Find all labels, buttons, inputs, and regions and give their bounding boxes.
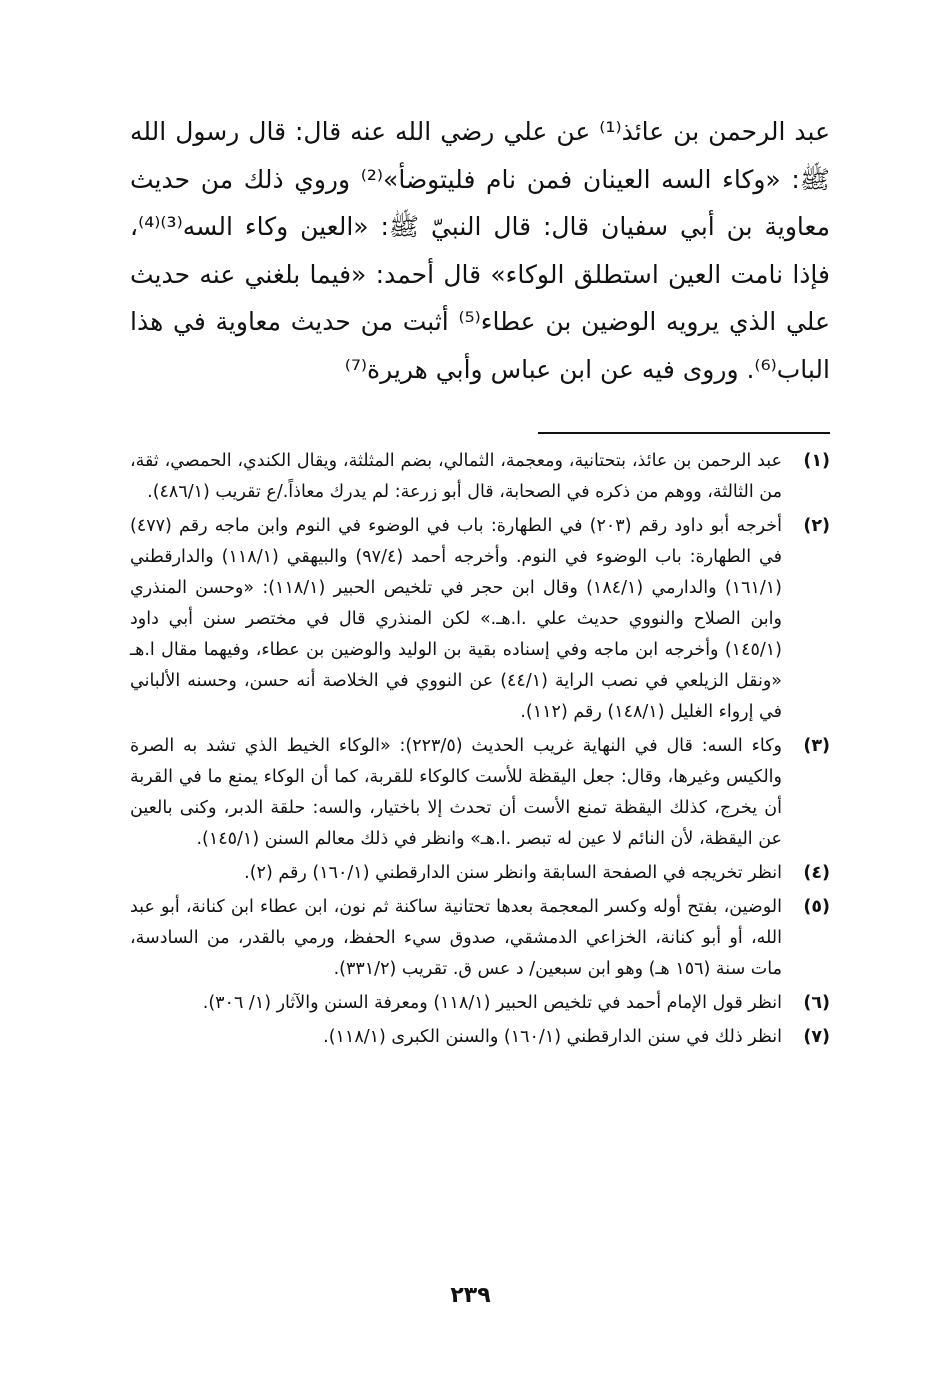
footnote-number: (١) xyxy=(803,451,830,471)
footnote-divider xyxy=(538,432,830,434)
footnote-text: انظر قول الإمام أحمد في تلخيص الحبير (١١٨/١) ومعرفة السنن والآثار (١/ ٣٠٦). xyxy=(202,993,782,1013)
footnote-number: (٥) xyxy=(803,897,830,917)
footnote-number: (٦) xyxy=(803,993,830,1013)
footnote-item xyxy=(130,731,830,855)
footnote-item xyxy=(130,892,830,985)
footnote-item xyxy=(130,1022,830,1053)
footnote-text: أخرجه أبو داود رقم (٢٠٣) في الطهارة: باب في الوضوء في النوم وابن ماجه رقم (٤٧٧) في الطهارة: باب الوضوء في النوم. وأخرجه أحمد (٩٧/٤) والبيهقي (١١٨/١) والدارقطني (١٦١/١) والدارمي (١٨٤/١) وقال ابن حجر في تلخيص الحبير (١١٨/١): «وحسن المنذري وابن الصلاح والنووي حديث علي .ا.هـ.» لكن المنذري قال في مختصر سنن أبي داود (١٤٥/١) وأخرجه ابن ماجه وفي إسناده بقية بن الوليد والوضين بن عطاء، وفيهما مقال ا.هـ «ونقل الزيلعي في نصب الراية (٤٤/١) عن النووي في الخلاصة أنه حسن، وحسنه الألباني في إرواء الغليل (١٤٨/١) رقم (١١٢). xyxy=(130,516,783,722)
footnote-text: وكاء السه: قال في النهاية غريب الحديث (٢٢٣/٥): «الوكاء الخيط الذي تشد به الصرة والكيس وغيرها، وقال: جعل اليقظة للأست كالوكاء للقربة، كما أن الوكاء يمنع ما في القربة أن يخرج، كذلك اليقظة تمنع الأست أن تحدث إلا باختيار، والسه: حلقة الدبر، وكنى بالعين عن اليقظة، لأن النائم لا عين له تبصر .ا.هـ» وانظر في ذلك معالم السنن (١٤٥/١). xyxy=(130,736,782,849)
footnote-number: (٣) xyxy=(803,736,830,756)
footnote-text: الوضين، بفتح أوله وكسر المعجمة بعدها تحتانية ساكنة ثم نون، ابن عطاء ابن كنانة، أبو عبد الله، أو أبو كنانة، الخزاعي الدمشقي، صدوق سيء الحفظ، ورمي بالقدر، من السادسة، مات سنة (١٥٦ هـ) وهو ابن سبعين/ د عس ق. تقريب (٣٣١/٢). xyxy=(130,897,782,979)
footnotes xyxy=(130,446,830,1056)
footnote-item xyxy=(130,446,830,508)
footnote-item xyxy=(130,858,830,889)
footnote-number: (٤) xyxy=(803,863,830,883)
main-paragraph: عبد الرحمن بن عائذ⁽¹⁾ عن علي رضي الله عنه قال: قال رسول الله ﷺ: «وكاء السه العينان فمن نام فليتوضأ»⁽²⁾ وروي ذلك من حديث معاوية بن أبي سفيان قال: قال النبيّ ﷺ: «العين وكاء السه⁽³⁾⁽⁴⁾، فإذا نامت العين استطلق الوكاء» قال أحمد: «فيما بلغني عنه حديث علي الذي يرويه الوضين بن عطاء⁽⁵⁾ أثبت من حديث معاوية في هذا الباب⁽⁶⁾. وروى فيه عن ابن عباس وأبي هريرة⁽⁷⁾ xyxy=(130,117,831,384)
footnote-item xyxy=(130,988,830,1019)
footnote-text: انظر تخريجه في الصفحة السابقة وانظر سنن الدارقطني (١٦٠/١) رقم (٢). xyxy=(244,863,782,883)
footnote-number: (٢) xyxy=(803,516,830,536)
main-text xyxy=(130,108,830,393)
footnote-number: (٧) xyxy=(803,1027,830,1047)
footnote-item xyxy=(130,511,830,728)
footnote-text: عبد الرحمن بن عائذ، بتحتانية، ومعجمة، الثمالي، بضم المثلثة، ويقال الكندي، الحمصي، ثقة، من الثالثة، ووهم من ذكره في الصحابة، قال أبو زرعة: لم يدرك معاذاً./ع تقريب (٤٨٦/١). xyxy=(130,451,782,502)
footnote-text: انظر ذلك في سنن الدارقطني (١٦٠/١) والسنن الكبرى (١١٨/١). xyxy=(323,1027,782,1047)
page-number: ٢٣٩ xyxy=(450,1283,491,1308)
